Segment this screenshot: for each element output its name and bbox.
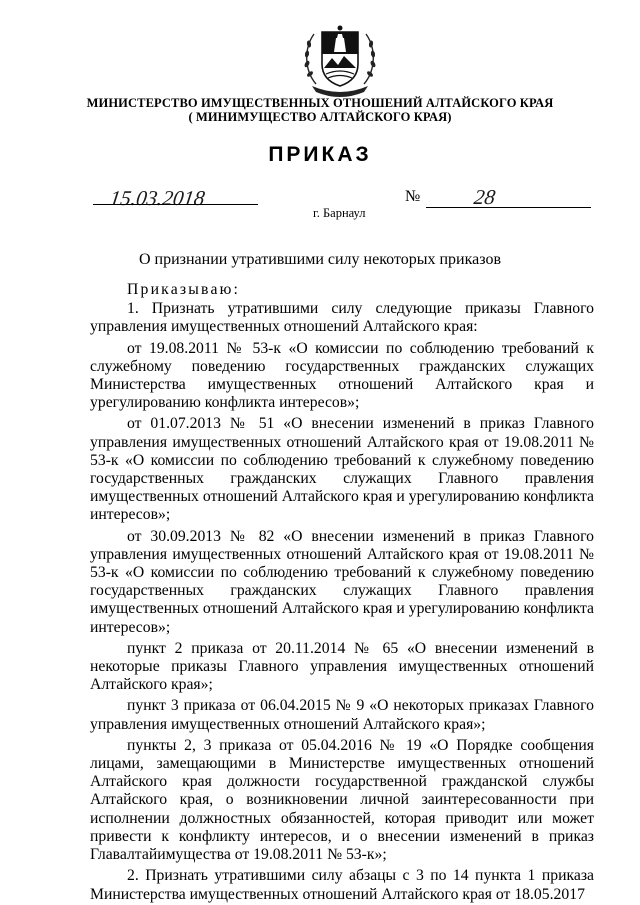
- body-paragraph: от 19.08.2011 № 53-к «О комиссии по соблюдению требований к служебному поведению государственных гражданских служащих Министерства имущественных отношений Алтайского края и урегулированию конфликта интересов»;: [90, 339, 594, 412]
- number-underline: [426, 207, 591, 208]
- date-underline: [93, 204, 258, 205]
- city-name: г. Барнаул: [313, 206, 366, 220]
- coat-of-arms-graphic: [298, 18, 382, 102]
- document-body: [90, 281, 594, 904]
- number-sign: №: [405, 188, 421, 205]
- emblem-icon: [298, 18, 382, 102]
- ministry-short-name: ( МИНИМУЩЕСТВО АЛТАЙСКОГО КРАЯ): [188, 110, 452, 124]
- body-paragraph: пункты 2, 3 приказа от 05.04.2016 № 19 «О Порядке сообщения лицами, замещающими в Министерстве имущественных отношений Алтайского края должности государственной гражданской службы Алтайского края, о возникновении личной заинтересованности при исполнении должностных обязанностей, которая приводит или может привести к конфликту интересов, и о внесении изменений в приказ Главалтайимущества от 19.08.2011 № 53-к»;: [90, 736, 594, 864]
- body-paragraph: 2. Признать утратившими силу абзацы с 3 по 14 пункта 1 приказа Министерства имущественных отношений Алтайского края от 18.05.2017: [90, 867, 594, 903]
- document-type-title: ПРИКАЗ: [268, 143, 372, 166]
- handwritten-date: 15.03.2018: [108, 186, 207, 210]
- body-paragraph: 1. Признать утратившими силу следующие приказы Главного управления имущественных отношений Алтайского края:: [90, 300, 594, 336]
- body-paragraph: Приказываю:: [127, 281, 241, 298]
- handwritten-number: 28: [472, 185, 497, 209]
- body-paragraph: пункт 2 приказа от 20.11.2014 № 65 «О внесении изменений в некоторые приказы Главного управления имущественных отношений Алтайского края»;: [90, 639, 594, 694]
- ministry-name: МИНИСТЕРСТВО ИМУЩЕСТВЕННЫХ ОТНОШЕНИЙ АЛТАЙСКОГО КРАЯ: [86, 96, 554, 110]
- document-subject: О признании утратившими силу некоторых приказов: [138, 251, 502, 268]
- body-paragraph: пункт 3 приказа от 06.04.2015 № 9 «О некоторых приказах Главного управления имущественных отношений Алтайского края»;: [90, 697, 594, 733]
- body-paragraph: от 30.09.2013 № 82 «О внесении изменений в приказ Главного управления имущественных отношений Алтайского края от 19.08.2011 № 53-к «О комиссии по соблюдению требований к служебному поведению государственных гражданских служащих Главного правления имущественных отношений Алтайского края и урегулированию конфликта интересов»;: [90, 527, 594, 636]
- body-paragraph: от 01.07.2013 № 51 «О внесении изменений в приказ Главного управления имущественных отношений Алтайского края от 19.08.2011 № 53-к «О комиссии по соблюдению требований к служебному поведению государственных гражданских служащих Главного правления имущественных отношений Алтайского края и урегулированию конфликта интересов»;: [90, 415, 594, 524]
